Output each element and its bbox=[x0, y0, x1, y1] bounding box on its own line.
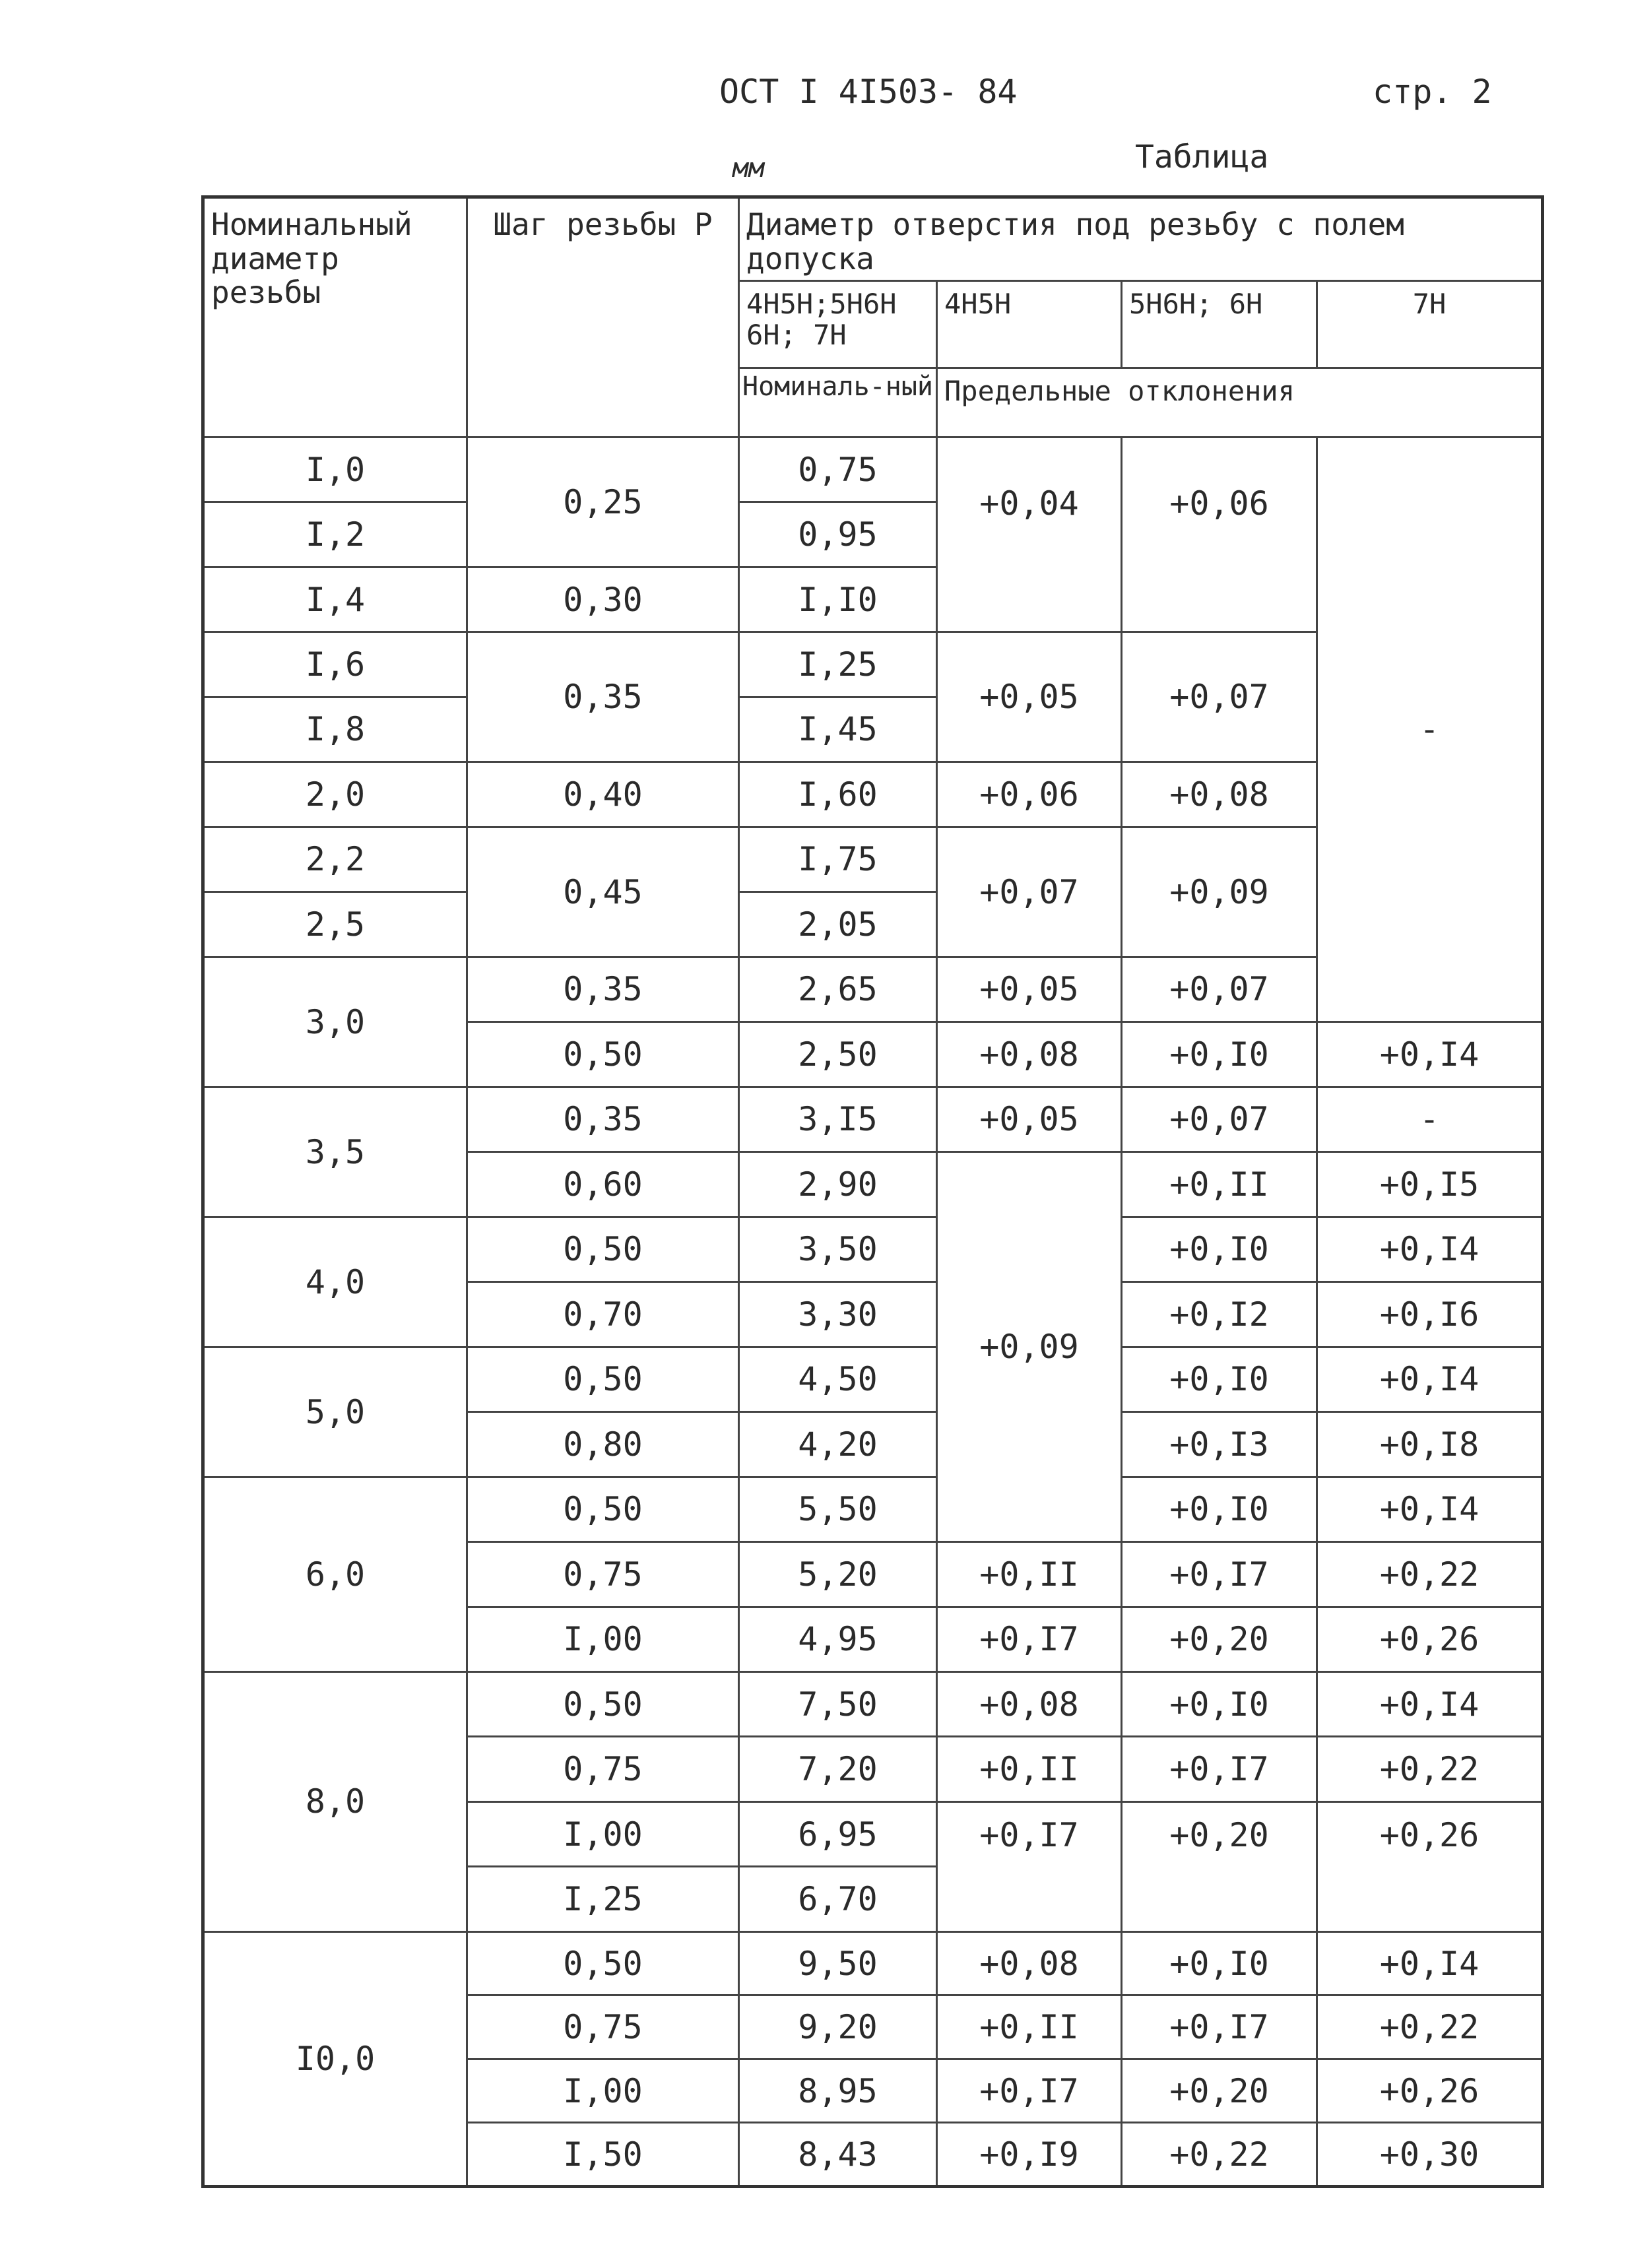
nominal-hole-cell: 3,50 bbox=[739, 1217, 937, 1281]
pitch-cell: 0,30 bbox=[467, 567, 739, 632]
deviation-7h-cell: - bbox=[1317, 437, 1543, 1021]
deviation-7h-cell: - bbox=[1317, 1087, 1543, 1151]
deviation-5h6h-cell: +0,07 bbox=[1122, 957, 1317, 1021]
nominal-diameter-cell: I,8 bbox=[203, 697, 467, 761]
nominal-hole-cell: I,45 bbox=[739, 697, 937, 761]
deviation-4h5h-cell: +0,I7 bbox=[937, 1801, 1122, 1931]
deviation-4h5h-cell: +0,04 bbox=[937, 437, 1122, 632]
document-code: ОСТ I 4I503- 84 bbox=[719, 73, 1018, 111]
header-tolerance-5h6h-6h: 5H6H; 6H bbox=[1122, 280, 1317, 368]
deviation-4h5h-cell: +0,09 bbox=[937, 1152, 1122, 1542]
deviation-4h5h-cell: +0,05 bbox=[937, 957, 1122, 1021]
nominal-hole-cell: 3,30 bbox=[739, 1282, 937, 1347]
nominal-hole-cell: I,25 bbox=[739, 632, 937, 697]
deviation-4h5h-cell: +0,I7 bbox=[937, 2059, 1122, 2122]
deviation-7h-cell: +0,I5 bbox=[1317, 1152, 1543, 1217]
nominal-hole-cell: 2,90 bbox=[739, 1152, 937, 1217]
deviation-7h-cell: +0,26 bbox=[1317, 1801, 1543, 1931]
header-tolerance-7h: 7H bbox=[1317, 280, 1543, 368]
deviation-4h5h-cell: +0,I9 bbox=[937, 2123, 1122, 2187]
pitch-cell: 0,50 bbox=[467, 1477, 739, 1541]
pitch-cell: 0,75 bbox=[467, 1995, 739, 2059]
pitch-cell: 0,60 bbox=[467, 1152, 739, 1217]
pitch-cell: I,00 bbox=[467, 1801, 739, 1866]
nominal-hole-cell: 4,95 bbox=[739, 1607, 937, 1671]
deviation-5h6h-cell: +0,06 bbox=[1122, 437, 1317, 632]
deviation-7h-cell: +0,I4 bbox=[1317, 1347, 1543, 1411]
deviation-4h5h-cell: +0,05 bbox=[937, 632, 1122, 762]
deviation-7h-cell: +0,I4 bbox=[1317, 1022, 1543, 1087]
deviation-7h-cell: +0,22 bbox=[1317, 1542, 1543, 1607]
nominal-hole-cell: 4,20 bbox=[739, 1412, 937, 1477]
deviation-7h-cell: +0,26 bbox=[1317, 2059, 1543, 2122]
deviation-5h6h-cell: +0,20 bbox=[1122, 1801, 1317, 1931]
deviation-5h6h-cell: +0,II bbox=[1122, 1152, 1317, 1217]
deviation-5h6h-cell: +0,09 bbox=[1122, 827, 1317, 957]
deviation-7h-cell: +0,30 bbox=[1317, 2123, 1543, 2187]
pitch-cell: 0,75 bbox=[467, 1542, 739, 1607]
nominal-diameter-cell: 8,0 bbox=[203, 1672, 467, 1932]
pitch-cell: I,00 bbox=[467, 2059, 739, 2122]
pitch-cell: I,25 bbox=[467, 1867, 739, 1931]
pitch-cell: 0,40 bbox=[467, 762, 739, 827]
nominal-diameter-cell: 5,0 bbox=[203, 1347, 467, 1477]
nominal-hole-cell: 5,20 bbox=[739, 1542, 937, 1607]
nominal-hole-cell: 2,50 bbox=[739, 1022, 937, 1087]
deviation-4h5h-cell: +0,I7 bbox=[937, 1607, 1122, 1671]
pitch-cell: 0,35 bbox=[467, 957, 739, 1021]
deviation-5h6h-cell: +0,I0 bbox=[1122, 1217, 1317, 1281]
deviation-5h6h-cell: +0,07 bbox=[1122, 1087, 1317, 1151]
nominal-hole-cell: 0,95 bbox=[739, 502, 937, 567]
nominal-hole-cell: 0,75 bbox=[739, 437, 937, 502]
nominal-diameter-cell: 4,0 bbox=[203, 1217, 467, 1347]
deviation-4h5h-cell: +0,07 bbox=[937, 827, 1122, 957]
nominal-hole-cell: 6,95 bbox=[739, 1801, 937, 1866]
nominal-diameter-cell: I,6 bbox=[203, 632, 467, 697]
pitch-cell: 0,80 bbox=[467, 1412, 739, 1477]
deviation-5h6h-cell: +0,22 bbox=[1122, 2123, 1317, 2187]
nominal-hole-cell: I,I0 bbox=[739, 567, 937, 632]
nominal-hole-cell: 6,70 bbox=[739, 1867, 937, 1931]
header-hole-diameter-group: Диаметр отверстия под резьбу с полем допуска bbox=[739, 197, 1543, 281]
nominal-diameter-cell: I0,0 bbox=[203, 1931, 467, 2186]
deviation-4h5h-cell: +0,II bbox=[937, 1995, 1122, 2059]
deviation-7h-cell: +0,I4 bbox=[1317, 1931, 1543, 1995]
table-label: Таблица bbox=[1135, 139, 1269, 176]
deviation-5h6h-cell: +0,I2 bbox=[1122, 1282, 1317, 1347]
deviation-5h6h-cell: +0,I7 bbox=[1122, 1542, 1317, 1607]
deviation-7h-cell: +0,I4 bbox=[1317, 1477, 1543, 1541]
deviation-7h-cell: +0,I4 bbox=[1317, 1672, 1543, 1737]
deviation-5h6h-cell: +0,I0 bbox=[1122, 1022, 1317, 1087]
pitch-cell: 0,50 bbox=[467, 1022, 739, 1087]
nominal-hole-cell: I,75 bbox=[739, 827, 937, 891]
header-tolerance-4h5h: 4H5H bbox=[937, 280, 1122, 368]
nominal-diameter-cell: 2,2 bbox=[203, 827, 467, 891]
header-nominal: Номиналь-ный bbox=[739, 368, 937, 437]
deviation-4h5h-cell: +0,II bbox=[937, 1737, 1122, 1801]
header-tolerance-all: 4H5H;5H6H 6H; 7H bbox=[739, 280, 937, 368]
deviation-5h6h-cell: +0,07 bbox=[1122, 632, 1317, 762]
page-number: стр. 2 bbox=[1373, 73, 1492, 111]
nominal-diameter-cell: 3,0 bbox=[203, 957, 467, 1087]
deviation-5h6h-cell: +0,I0 bbox=[1122, 1672, 1317, 1737]
deviation-7h-cell: +0,I6 bbox=[1317, 1282, 1543, 1347]
deviation-7h-cell: +0,I8 bbox=[1317, 1412, 1543, 1477]
nominal-diameter-cell: I,0 bbox=[203, 437, 467, 502]
nominal-hole-cell: 3,I5 bbox=[739, 1087, 937, 1151]
nominal-hole-cell: 2,65 bbox=[739, 957, 937, 1021]
deviation-4h5h-cell: +0,08 bbox=[937, 1931, 1122, 1995]
header-pitch: Шаг резьбы Р bbox=[467, 197, 739, 437]
deviation-5h6h-cell: +0,I0 bbox=[1122, 1477, 1317, 1541]
deviation-4h5h-cell: +0,II bbox=[937, 1542, 1122, 1607]
deviation-4h5h-cell: +0,08 bbox=[937, 1672, 1122, 1737]
deviation-5h6h-cell: +0,I7 bbox=[1122, 1995, 1317, 2059]
pitch-cell: 0,45 bbox=[467, 827, 739, 957]
pitch-cell: 0,50 bbox=[467, 1217, 739, 1281]
nominal-hole-cell: 4,50 bbox=[739, 1347, 937, 1411]
nominal-hole-cell: 9,20 bbox=[739, 1995, 937, 2059]
deviation-7h-cell: +0,26 bbox=[1317, 1607, 1543, 1671]
deviation-5h6h-cell: +0,08 bbox=[1122, 762, 1317, 827]
deviation-5h6h-cell: +0,20 bbox=[1122, 1607, 1317, 1671]
pitch-cell: 0,50 bbox=[467, 1347, 739, 1411]
nominal-diameter-cell: I,4 bbox=[203, 567, 467, 632]
nominal-hole-cell: 8,95 bbox=[739, 2059, 937, 2122]
deviation-7h-cell: +0,22 bbox=[1317, 1737, 1543, 1801]
deviation-5h6h-cell: +0,20 bbox=[1122, 2059, 1317, 2122]
deviation-4h5h-cell: +0,06 bbox=[937, 762, 1122, 827]
nominal-hole-cell: 9,50 bbox=[739, 1931, 937, 1995]
nominal-hole-cell: 8,43 bbox=[739, 2123, 937, 2187]
units-label: мм bbox=[732, 153, 765, 183]
pitch-cell: 0,25 bbox=[467, 437, 739, 567]
nominal-hole-cell: 7,20 bbox=[739, 1737, 937, 1801]
header-nominal-diameter: Номинальный диаметр резьбы bbox=[203, 197, 467, 437]
pitch-cell: I,00 bbox=[467, 1607, 739, 1671]
deviation-5h6h-cell: +0,I3 bbox=[1122, 1412, 1317, 1477]
deviation-5h6h-cell: +0,I7 bbox=[1122, 1737, 1317, 1801]
pitch-cell: 0,35 bbox=[467, 1087, 739, 1151]
thread-hole-diameter-table bbox=[201, 195, 1544, 2188]
pitch-cell: 0,70 bbox=[467, 1282, 739, 1347]
deviation-5h6h-cell: +0,I0 bbox=[1122, 1347, 1317, 1411]
nominal-hole-cell: 7,50 bbox=[739, 1672, 937, 1737]
nominal-hole-cell: 5,50 bbox=[739, 1477, 937, 1541]
nominal-diameter-cell: 6,0 bbox=[203, 1477, 467, 1671]
deviation-4h5h-cell: +0,05 bbox=[937, 1087, 1122, 1151]
header-limit-deviations: Предельные отклонения bbox=[937, 368, 1543, 437]
pitch-cell: 0,50 bbox=[467, 1931, 739, 1995]
nominal-hole-cell: I,60 bbox=[739, 762, 937, 827]
pitch-cell: 0,75 bbox=[467, 1737, 739, 1801]
deviation-4h5h-cell: +0,08 bbox=[937, 1022, 1122, 1087]
pitch-cell: 0,35 bbox=[467, 632, 739, 762]
nominal-diameter-cell: 2,5 bbox=[203, 892, 467, 957]
deviation-7h-cell: +0,22 bbox=[1317, 1995, 1543, 2059]
deviation-5h6h-cell: +0,I0 bbox=[1122, 1931, 1317, 1995]
nominal-diameter-cell: 2,0 bbox=[203, 762, 467, 827]
pitch-cell: I,50 bbox=[467, 2123, 739, 2187]
pitch-cell: 0,50 bbox=[467, 1672, 739, 1737]
nominal-hole-cell: 2,05 bbox=[739, 892, 937, 957]
nominal-diameter-cell: 3,5 bbox=[203, 1087, 467, 1217]
deviation-7h-cell: +0,I4 bbox=[1317, 1217, 1543, 1281]
nominal-diameter-cell: I,2 bbox=[203, 502, 467, 567]
